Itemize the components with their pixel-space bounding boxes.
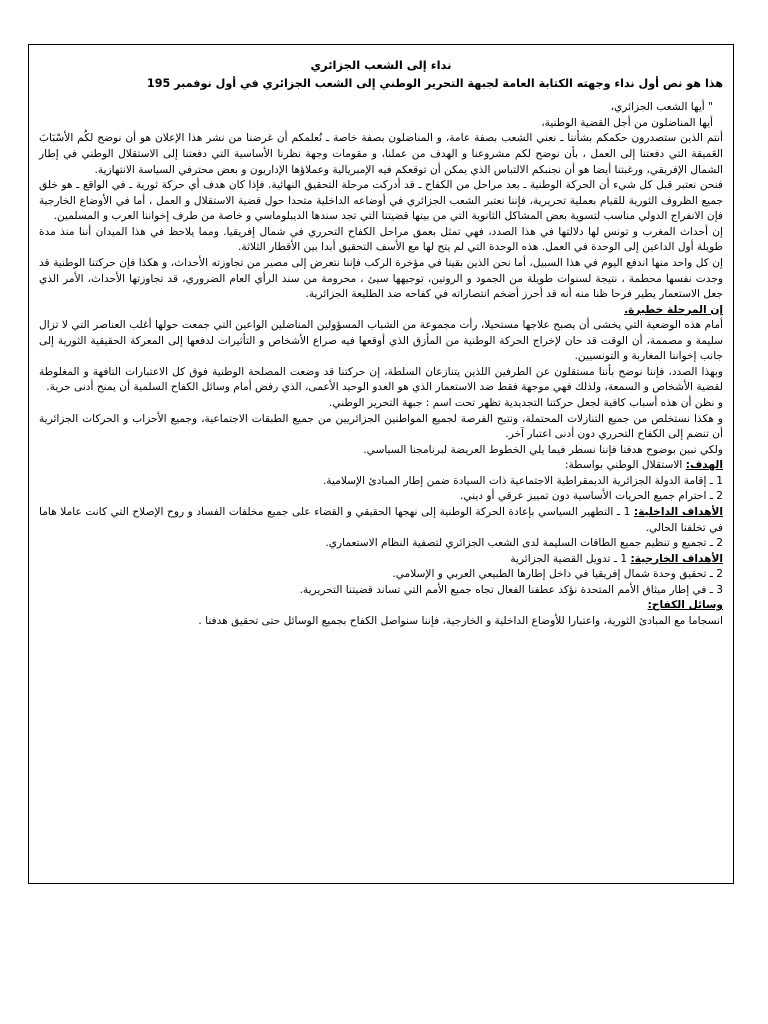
paragraph-1: أنتم الذين ستصدرون حكمكم بشأننا ـ نعني الشعب بصفة عامة، و المناضلون بصفة خاصة ـ نُعلمكم أن غرضنا من نشر هذا الإعلان هو أن نوضح لكُم الأسْبَابَ العَميقة التي دفعتنا إلى العمل ، بأن نوضح لكم مشروعنا و الهدف من عملنا، و مقومات وجهة نظرنا الأساسية التي دفعتنا إلى الاستقلال الوطني في إطار الشمال الإفريقي، ورغبتنا أيضا هو أن نجنبكم الالتباس الذي يمكن أن توقعكم فيه الإمبريالية وعملاؤها الإداريون و بعض محترفي السياسة الانتهازية. [39,132,723,176]
means-heading: وسائل الكفاح: [647,599,723,612]
internal-goal-1: 1 ـ التطهير السياسي بإعادة الحركة الوطنية إلى نهجها الحقيقي و القضاء على جميع مخلفات الفساد و روح الإصلاح التي كانت عاملا هاما في تخلفنا الحالي. [39,505,723,534]
external-goal-3: 3 ـ في إطار ميثاق الأمم المتحدة نؤكد عطفنا الفعال تجاه جميع الأمم التي تساند قضيتنا التحريرية. [299,583,723,596]
paragraph-8: و هكذا نستخلص من جميع التنازلات المحتملة، ونتيح الفرصة لجميع المواطنين الجزائريين من جميع الطبقات الاجتماعية، وجميع الأحزاب و الحركات الجزائرية أن تنضم إلى الكفاح التحرري دون أدنى اعتبار آخر. [39,412,723,441]
salutation-people: " أيها الشعب الجزائري، [610,101,713,114]
external-goals-label: الأهداف الخارجية: [630,552,723,565]
internal-goal-2: 2 ـ تجميع و تنظيم جميع الطاقات السليمة لدى الشعب الجزائري لتصفية النظام الاستعماري. [325,537,723,550]
internal-goals-line [39,505,723,536]
paragraph-6: وبهذا الصدد، فإننا نوضح بأننا مستقلون عن الطرفين اللذين يتنازعان السلطة، إن حركتنا قد وضعت المصلحة الوطنية فوق كل الاعتبارات التافهة و المغلوطة لقضية الأشخاص و السمعة، ولذلك فهي موجهة فقط ضد الاستعمار الذي هو العدو الوحيد الأعمى، الذي رفض أمام وسائل الكفاح السلمية أن يمنح أدنى حرية. [39,365,723,394]
external-goal-2: 2 ـ تحقيق وحدة شمال إفريقيا في داخل إطارها الطبيعي العربي و الإسلامي. [392,568,723,581]
goal-text: الاستقلال الوطني بواسطة: [564,459,683,472]
external-goal-1: 1 ـ تدويل القضية الجزائرية [510,552,628,565]
goal-line [39,458,723,474]
salutation-militants: أيها المناضلون من أجل القضية الوطنية، [541,116,713,129]
document-title: نداء إلى الشعب الجزائري [310,58,452,72]
paragraph-9: ولكي نبين بوضوح هدفنا فإننا نسطر فيما يلي الخطوط العريضة لبرنامجنا السياسي. [363,443,723,456]
means-text: انسجاما مع المبادئ الثورية، واعتبارا للأوضاع الداخلية و الخارجية، فإننا سنواصل الكفاح بجميع الوسائل حتى تحقيق هدفنا . [198,614,723,627]
paragraph-7: و نظن أن هذه أسباب كافية لجعل حركتنا التجديدية تظهر تحت اسم : جبهة التحرير الوطني. [329,397,723,410]
document-body [29,45,733,637]
paragraph-3: إن أحداث المغرب و تونس لها دلالتها في هذا الصدد، فهي تمثل بعمق مراحل الكفاح التحرري في شمال إفريقيا. ومما يلاحظ في هذا الميدان أننا منذ مدة طويلة أول الداعين إلى الوحدة في العمل. هذه الوحدة التي لم يتح لها مع الأسف التحقيق أبدا بين الأقطار الثلاثة. [39,225,723,254]
document-frame [28,44,734,884]
internal-goals-label: الأهداف الداخلية: [633,505,723,518]
goal-label: الهدف: [685,459,723,472]
heading-crisis: إن المرحلة خطيرة. [624,303,723,316]
goal-item-1: 1 ـ إقامة الدولة الجزائرية الديمقراطية الاجتماعية ذات السيادة ضمن إطار المبادئ الإسلامية. [322,474,723,487]
paragraph-2: فنحن نعتبر قبل كل شيء أن الحركة الوطنية ـ بعد مراحل من الكفاح ـ قد أدركت مرحلة التحقيق النهائية. فإذا كان هدف أي حركة ثورية ـ في الواقع ـ هو خلق جميع الظروف الثورية للقيام بعملية تحريرية، فإننا نعتبر الشعب الجزائري في أوضاعه الداخلية متحدا حول قضية الاستقلال و العمل ، أما في الأوضاع الخارجية فإن الانفراج الدولي مناسب لتسوية بعض المشاكل الثانوية التي من بينها قضيتنا التي تجد سندها الديبلوماسي و خاصة من طرف إخواننا العرب و المسلمين. [39,179,723,223]
paragraph-5: أمام هذه الوضعية التي يخشى أن يصبح علاجها مستحيلا، رأت مجموعة من الشباب المسؤولين المناضلين الواعين التي جمعت حولها أغلب العناصر التي لا تزال سليمة و مصممة، أن الوقت قد حان لإخراج الحركة الوطنية من المأزق الذي أوقعها فيه صراع الأشخاص و التأثيرات لدفعها إلى المعركة الحقيقية الثورية إلى جانب إخواننا المغاربة و التونسيين. [39,319,723,363]
paragraph-4: إن كل واحد منها اندفع اليوم في هذا السبيل، أما نحن الذين بقينا في مؤخرة الركب فإننا نتعرض إلى مصير من تجاوزته الأحداث، و هكذا فإن حركتنا الوطنية قد وجدت نفسها محطمة ، نتيجة لسنوات طويلة من الجمود و الروتين، توجيهها سيئ ، محرومة من سند الرأي العام الضروري، قد تجاوزتها الأحداث، الأمر الذي جعل الاستعمار يطير فرحا ظنا منه أنه قد أحرز أضخم انتصاراته في كفاحه ضد الطليعة الجزائرية. [39,256,723,301]
document-intro: هذا هو نص أول نداء وجهته الكتابة العامة لجبهة التحرير الوطني إلى الشعب الجزائري في أول نوفمبر 195 [146,76,723,90]
goal-item-2: 2 ـ احترام جميع الحريات الأساسية دون تمييز عرقي أو ديني. [459,490,723,503]
external-goals-line [39,552,723,568]
